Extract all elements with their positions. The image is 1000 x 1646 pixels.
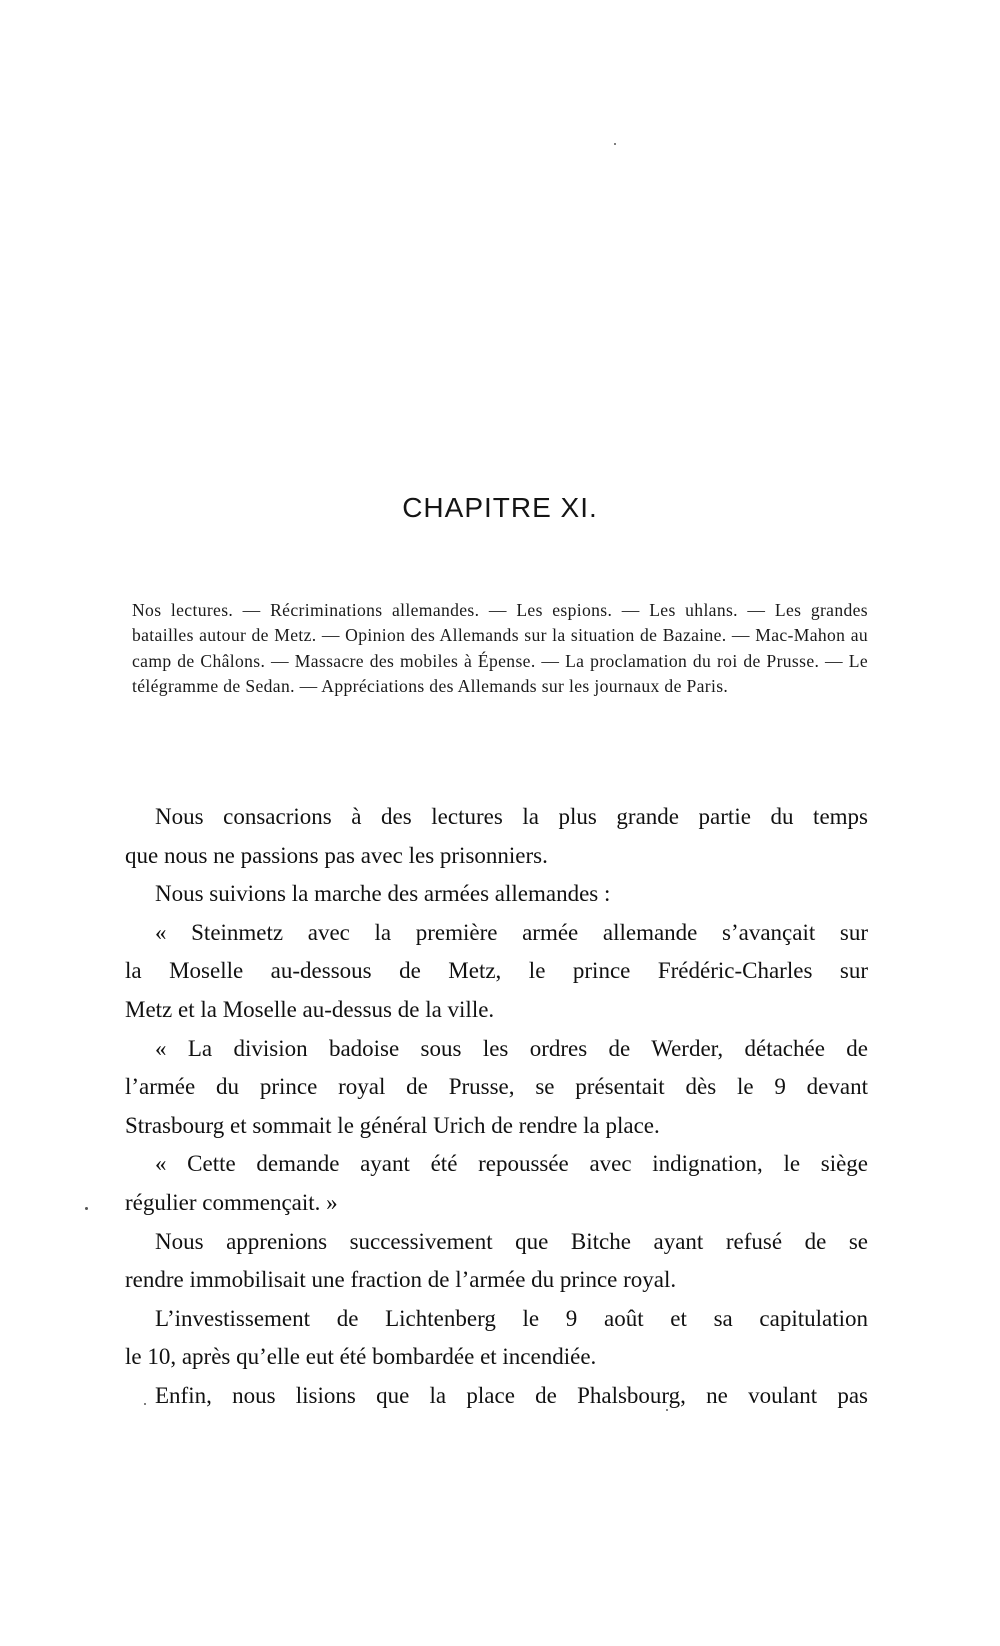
text-line: Nous suivions la marche des armées allemandes : — [155, 881, 611, 907]
text-line: « Steinmetz avec la première armée allemande s’avançait sur — [155, 919, 868, 945]
text-line: que nous ne passions pas avec les prisonniers. — [125, 842, 548, 868]
text-line: Enfin, nous lisions que la place de Phalsbourg, ne voulant pas — [155, 1382, 868, 1408]
text-line: le 10, après qu’elle eut été bombardée et incendiée. — [125, 1344, 597, 1370]
text-line: rendre immobilisait une fraction de l’armée du prince royal. — [125, 1267, 677, 1293]
page-speck — [614, 143, 616, 145]
text-line: la Moselle au-dessous de Metz, le prince Frédéric-Charles sur — [125, 958, 868, 984]
text-line: « La division badoise sous les ordres de Werder, détachée de — [155, 1035, 868, 1061]
chapter-summary: Nos lectures. — Récriminations allemandes. — Les espions. — Les uhlans. — Les grandes batailles autour de Metz. — Opinion des Allemands sur la situation de Bazaine. — Mac-Mahon au camp de Châlons. — Massacre des mobiles à Épense. — La proclamation du roi de Prusse. — Le télégramme de Sedan. — Appréciations des Allemands sur les journaux de Paris. — [132, 600, 868, 697]
text-line: Nous apprenions successivement que Bitche ayant refusé de se — [155, 1228, 868, 1254]
text-line: l’armée du prince royal de Prusse, se présentait dès le 9 devant — [125, 1074, 868, 1100]
text-line: Metz et la Moselle au-dessus de la ville. — [125, 996, 495, 1022]
body-text — [125, 798, 868, 1416]
text-line: régulier commençait. » — [125, 1189, 338, 1215]
text-line: Nous consacrions à des lectures la plus grande partie du temps — [155, 804, 868, 829]
chapter-title: CHAPITRE XI. — [402, 492, 598, 523]
text-line: « Cette demande ayant été repoussée avec indignation, le siège — [155, 1151, 868, 1177]
text-line: L’investissement de Lichtenberg le 9 août et sa capitulation — [155, 1305, 868, 1331]
text-line: Strasbourg et sommait le général Urich de rendre la place. — [125, 1112, 660, 1138]
page-speck — [85, 1207, 88, 1210]
